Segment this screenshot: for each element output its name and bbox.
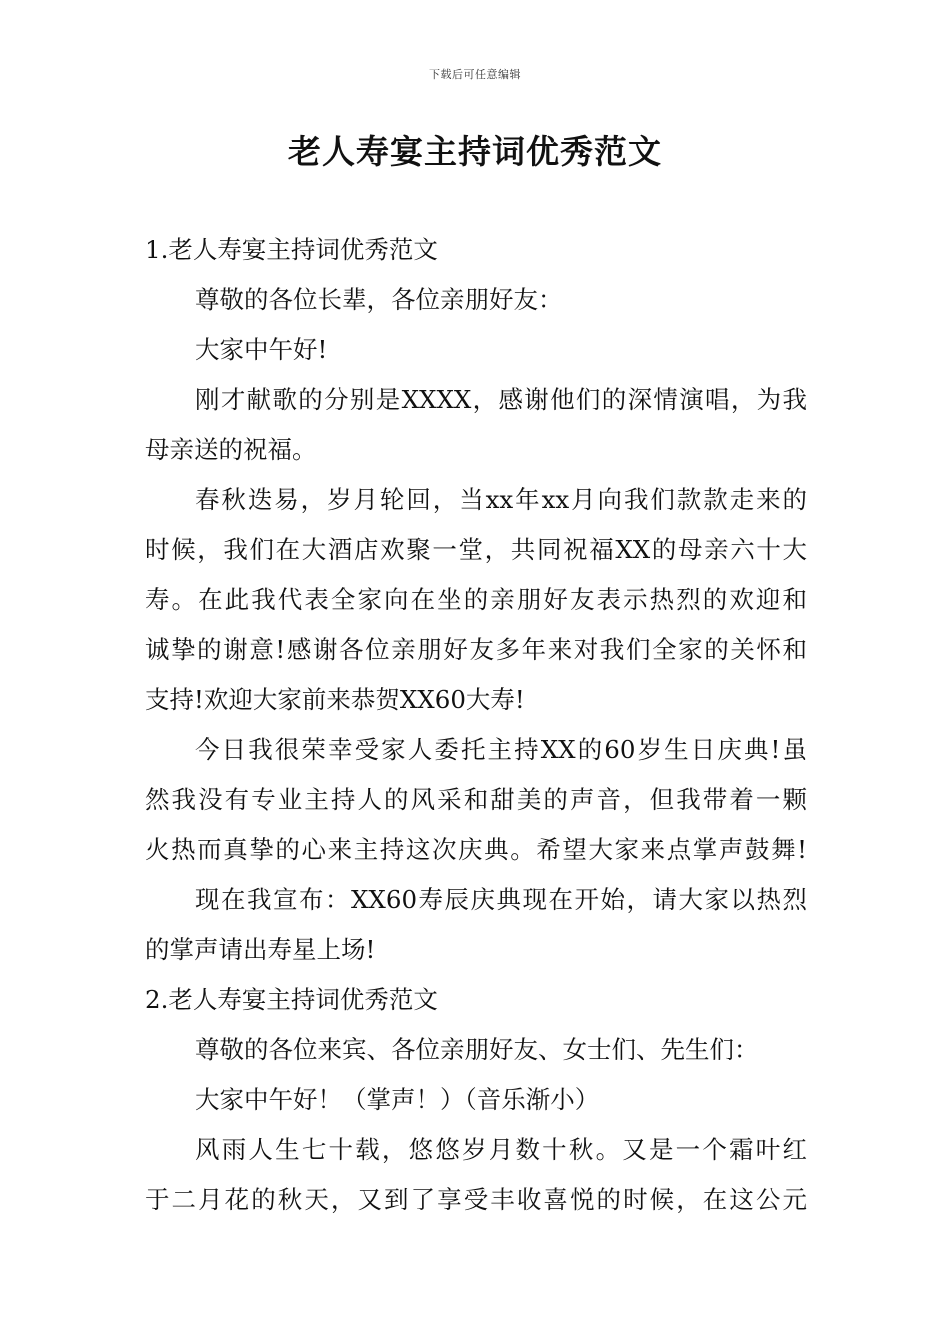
text-line: 的掌声请出寿星上场! [145,935,376,964]
text-line: 诚挚的谢意!感谢各位亲朋好友多年来对我们全家的关怀和 [145,635,807,664]
text-line: 2.老人寿宴主持词优秀范文 [145,985,438,1014]
document-body [145,225,807,1225]
text-line: 于二月花的秋天，又到了享受丰收喜悦的时候，在这公元 [145,1185,807,1214]
header-note: 下载后可任意编辑 [429,68,521,81]
text-line: 今日我很荣幸受家人委托主持XX的60岁生日庆典!虽 [195,735,807,764]
text-line: 母亲送的祝福。 [145,435,317,464]
text-line: 火热而真挚的心来主持这次庆典。希望大家来点掌声鼓舞! [145,835,807,864]
text-line: 刚才献歌的分别是XXXX，感谢他们的深情演唱，为我 [195,385,807,414]
text-line: 时候，我们在大酒店欢聚一堂，共同祝福XX的母亲六十大 [145,535,807,564]
document-title: 老人寿宴主持词优秀范文 [288,132,662,171]
text-line: 尊敬的各位长辈，各位亲朋好友： [195,285,563,314]
text-line: 风雨人生七十载，悠悠岁月数十秋。又是一个霜叶红 [195,1135,807,1164]
text-line: 支持!欢迎大家前来恭贺XX60大寿! [145,685,525,714]
text-line: 寿。在此我代表全家向在坐的亲朋好友表示热烈的欢迎和 [145,585,807,614]
text-line: 然我没有专业主持人的风采和甜美的声音，但我带着一颗 [145,785,807,814]
text-line: 大家中午好! [195,335,328,364]
text-line: 现在我宣布：XX60寿辰庆典现在开始，请大家以热烈 [195,885,807,914]
text-line: 大家中午好！（掌声！）（音乐渐小） [195,1085,600,1114]
text-line: 1.老人寿宴主持词优秀范文 [145,235,438,264]
text-line: 春秋迭易，岁月轮回，当xx年xx月向我们款款走来的 [195,485,807,514]
text-line: 尊敬的各位来宾、各位亲朋好友、女士们、先生们： [195,1035,759,1064]
